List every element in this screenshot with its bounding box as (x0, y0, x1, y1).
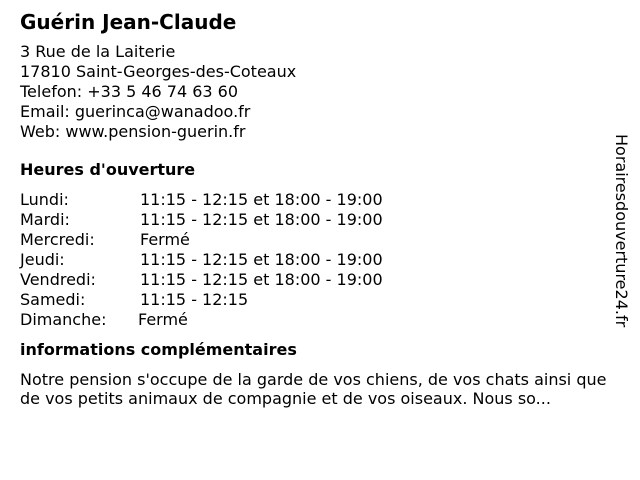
hours-time: 11:15 - 12:15 et 18:00 - 19:00 (140, 190, 383, 209)
hours-row-thursday (20, 250, 600, 270)
city-address: 17810 Saint-Georges-des-Coteaux (20, 62, 297, 81)
hours-table (20, 190, 600, 330)
address-block (20, 42, 600, 142)
business-card (20, 10, 607, 408)
hours-day: Samedi: (20, 290, 86, 309)
hours-row-tuesday (20, 210, 600, 230)
hours-time: 11:15 - 12:15 et 18:00 - 19:00 (140, 250, 383, 269)
hours-time: 11:15 - 12:15 (140, 290, 249, 309)
hours-day: Vendredi: (20, 270, 96, 289)
hours-time: Fermé (140, 230, 190, 249)
hours-time: 11:15 - 12:15 et 18:00 - 19:00 (140, 270, 383, 289)
phone-line[interactable]: Telefon: +33 5 46 74 63 60 (20, 82, 239, 101)
info-heading: informations complémentaires (20, 340, 297, 359)
hours-row-friday (20, 270, 600, 290)
hours-day: Lundi: (20, 190, 69, 209)
hours-time: 11:15 - 12:15 et 18:00 - 19:00 (140, 210, 383, 229)
business-name: Guérin Jean-Claude (20, 10, 237, 34)
hours-day: Dimanche: (20, 310, 107, 329)
hours-day: Jeudi: (20, 250, 65, 269)
hours-row-saturday (20, 290, 600, 310)
hours-day: Mardi: (20, 210, 70, 229)
hours-row-wednesday (20, 230, 600, 250)
web-line[interactable]: Web: www.pension-guerin.fr (20, 122, 246, 141)
watermark-text: Horairesdouverture24.fr (612, 134, 631, 328)
hours-row-sunday (20, 310, 600, 330)
hours-time: Fermé (138, 310, 188, 329)
hours-day: Mercredi: (20, 230, 95, 249)
email-line[interactable]: Email: guerinca@wanadoo.fr (20, 102, 251, 121)
hours-heading: Heures d'ouverture (20, 160, 196, 179)
description-text: Notre pension s'occupe de la garde de vos chiens, de vos chats ainsi que de vos petits animaux de compagnie et de vos oiseaux. Nous so... (20, 370, 607, 408)
hours-row-monday (20, 190, 600, 210)
street-address: 3 Rue de la Laiterie (20, 42, 176, 61)
